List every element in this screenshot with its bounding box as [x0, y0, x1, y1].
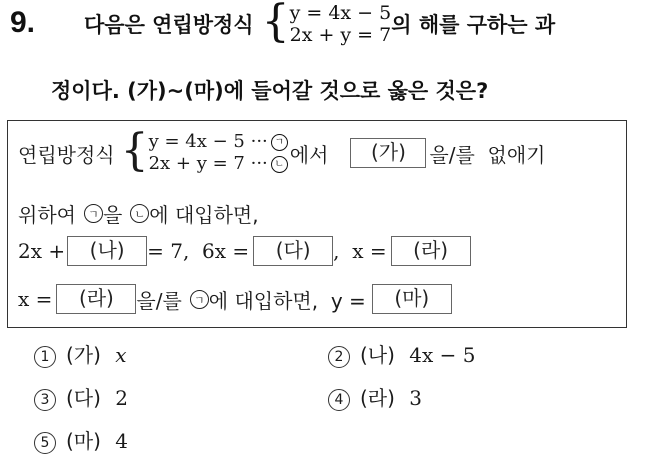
choice-number-1: 1: [34, 346, 56, 368]
choice-value: 3: [409, 386, 423, 410]
blank-da: (다): [253, 236, 333, 266]
box-line3-mid2: , x =: [333, 239, 387, 263]
choice-value: 4x − 5: [409, 343, 476, 367]
choice-value: x: [115, 343, 127, 367]
box-line3-lhs: 2x +: [18, 239, 66, 263]
question-number: 9.: [10, 6, 36, 39]
box-after-system: 에서: [289, 142, 329, 167]
choice-label: (나): [360, 343, 395, 367]
choice-3[interactable]: [34, 382, 128, 411]
box-eq2: 2x + y = 7 ···: [148, 153, 268, 174]
box-line4-text2: 에 대입하면, y =: [208, 288, 366, 313]
box-eq2-row: [149, 153, 288, 175]
box-prefix: 연립방정식: [18, 142, 115, 167]
blank-na: (나): [67, 236, 147, 266]
box-line2-text2: 을: [102, 203, 123, 227]
circled-nieun-icon: ㄴ: [271, 156, 288, 173]
brace-icon: {: [120, 125, 149, 176]
question-eq2: 2x + y = 7: [289, 24, 392, 46]
choice-5[interactable]: [34, 425, 128, 454]
choice-2[interactable]: [328, 339, 476, 368]
question-line-1: [84, 2, 555, 46]
box-line2-text3: 에 대입하면,: [149, 203, 259, 227]
choice-4[interactable]: [328, 382, 422, 411]
circled-giyeok-icon: ㄱ: [190, 290, 209, 309]
box-line4-text1: 을/를: [136, 288, 182, 313]
question-text-before: 다음은 연립방정식: [84, 13, 254, 37]
box-line2-text1: 위하여: [18, 203, 76, 227]
brace-icon: {: [261, 0, 290, 47]
choice-value: 2: [115, 386, 129, 410]
choice-number-4: 4: [328, 389, 350, 411]
box-line1-suffix: 을/를 없애기: [429, 142, 546, 167]
choice-value: 4: [115, 429, 129, 453]
blank-ra: (라): [391, 236, 471, 266]
box-line-2: [18, 199, 259, 228]
choice-number-5: 5: [34, 432, 56, 454]
box-equation-system: [120, 125, 288, 176]
choice-label: (라): [360, 386, 395, 410]
box-line4-lhs: x =: [18, 287, 53, 311]
question-equation-system: [262, 2, 392, 46]
choice-label: (다): [66, 386, 101, 410]
circled-giyeok-icon: ㄱ: [271, 134, 288, 151]
question-line-2: 정이다. (가)~(마)에 들어갈 것으로 옳은 것은?: [51, 79, 489, 103]
choice-label: (마): [66, 429, 101, 453]
box-line-4: [18, 284, 452, 314]
box-eq1: y = 4x − 5 ···: [148, 131, 268, 152]
choice-number-2: 2: [328, 346, 350, 368]
box-line-3: [18, 236, 471, 266]
circled-nieun-icon: ㄴ: [130, 204, 149, 223]
question-text-after: 의 해를 구하는 과: [391, 13, 556, 37]
blank-ma: (마): [372, 284, 452, 314]
choice-number-3: 3: [34, 389, 56, 411]
circled-giyeok-icon: ㄱ: [84, 204, 103, 223]
blank-ga: (가): [350, 138, 426, 168]
box-line-1: [18, 125, 546, 176]
choice-label: (가): [66, 343, 101, 367]
box-eq1-row: [149, 131, 288, 153]
question-eq1: y = 4x − 5: [289, 2, 392, 24]
choice-1[interactable]: [34, 339, 127, 368]
solution-box: [7, 120, 627, 328]
blank-ra: (라): [56, 284, 136, 314]
box-line3-mid1: = 7, 6x =: [147, 239, 250, 263]
